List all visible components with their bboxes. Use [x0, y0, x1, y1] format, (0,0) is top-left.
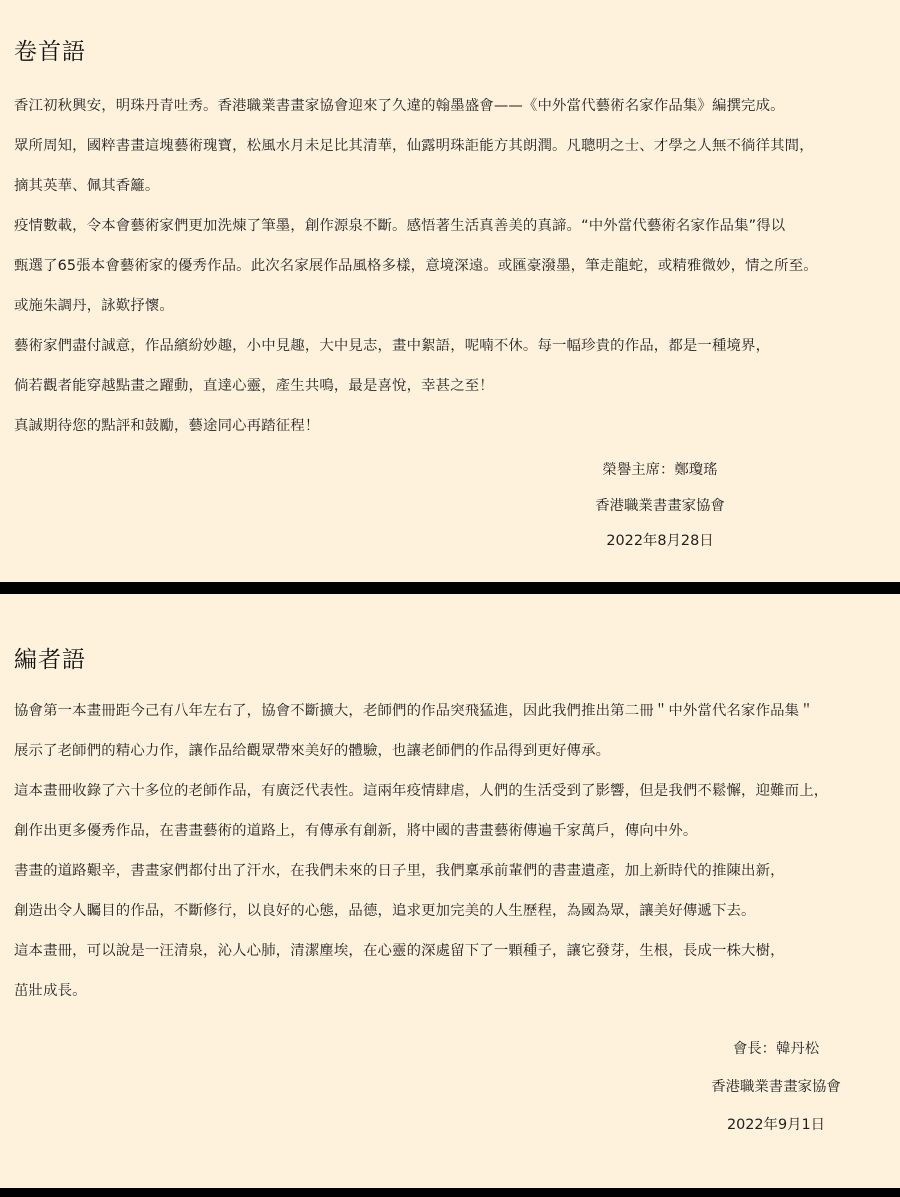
preface-body [14, 86, 894, 446]
editor-note-section [0, 594, 900, 1188]
text-line: 創造出令人矚目的作品，不斷修行，以良好的心態，品德，追求更加完美的人生歷程，為國為眾，讓美好傳遞下去。 [14, 903, 756, 919]
section-divider [0, 582, 900, 594]
preface-title: 卷首語 [14, 39, 86, 65]
preface-section [0, 0, 900, 582]
bottom-divider [0, 1188, 900, 1197]
preface-paragraph-1 [14, 86, 894, 126]
editor-note-paragraph-4 [14, 931, 894, 1011]
text-line: 摘其英華、佩其香籬。 [14, 178, 160, 194]
text-line: 藝術家們盡付誠意，作品繽紛妙趣，小中見趣，大中見志，畫中絮語，呢喃不休。每一幅珍貴的作品，都是一種境界， [14, 338, 771, 354]
text-line: 或施朱調丹，詠歎抒懷。 [14, 298, 174, 314]
preface-paragraph-4 [14, 326, 894, 406]
text-line: 疫情數載，令本會藝術家們更加洗煉了筆墨，創作源泉不斷。感悟著生活真善美的真諦。“中外當代藝術名家作品集”得以 [14, 218, 786, 234]
text-line: 展示了老師們的精心力作，讓作品给觀眾帶來美好的體驗，也讓老師們的作品得到更好傳承。 [14, 743, 611, 759]
editor-note-paragraph-1 [14, 691, 894, 771]
editor-note-paragraph-3 [14, 851, 894, 931]
text-line: 這本畫冊收錄了六十多位的老師作品，有廣泛代表性。這兩年疫情肆虐，人們的生活受到了影響，但是我們不鬆懈，迎難而上， [14, 783, 829, 799]
text-line: 茁壯成長。 [14, 983, 87, 999]
preface-paragraph-2 [14, 126, 894, 206]
editor-note-title: 編者語 [14, 647, 86, 673]
text-line: 真誠期待您的點評和鼓勵，藝途同心再踏征程！ [14, 418, 320, 434]
text-line: 甄選了65張本會藝術家的優秀作品。此次名家展作品風格多樣，意境深遠。或匯豪潑墨，筆走龍蛇，或精雅微妙，情之所至。 [14, 258, 818, 274]
signature-organization: 香港職業書畫家協會 [711, 1079, 841, 1095]
editor-note-paragraph-2 [14, 771, 894, 851]
signature-role: 榮譽主席：鄭瓊瑤 [602, 462, 718, 478]
preface-paragraph-5 [14, 406, 894, 446]
signature-organization: 香港職業書畫家協會 [595, 498, 725, 514]
text-line: 創作出更多優秀作品，在書畫藝術的道路上，有傳承有創新，將中國的書畫藝術傳遍千家萬戶，傳向中外。 [14, 823, 698, 839]
signature-role: 會長：韓丹松 [732, 1041, 820, 1057]
text-line: 這本畫冊，可以說是一汪清泉，沁人心肺，清潔塵埃，在心靈的深處留下了一顆種子，讓它發芽，生根，長成一株大樹， [14, 943, 785, 959]
text-line: 眾所周知，國粹書畫這塊藝術瑰寶，松風水月未足比其清華，仙露明珠詎能方其朗潤。凡聰明之士、才學之人無不徜徉其間， [14, 138, 814, 154]
text-line: 香江初秋興安，明珠丹青吐秀。香港職業書畫家協會迎來了久違的翰墨盛會——《中外當代藝術名家作品集》編撰完成。 [14, 98, 785, 114]
signature-date: 2022年8月28日 [606, 533, 714, 549]
preface-paragraph-3 [14, 206, 894, 326]
editor-note-body [14, 691, 894, 1011]
text-line: 協會第一本畫冊距今己有八年左右了，協會不斷擴大，老師們的作品突飛猛進，因此我們推出第二冊＂中外當代名家作品集＂ [14, 703, 814, 719]
text-line: 倘若觀者能穿越點畫之躍動，直達心靈，產生共鳴，最是喜悅，幸甚之至！ [14, 378, 494, 394]
signature-date: 2022年9月1日 [726, 1117, 826, 1133]
text-line: 書畫的道路艱辛，書畫家們都付出了汗水，在我們未來的日子里，我們稟承前輩們的書畫遺產，加上新時代的推陳出新， [14, 863, 785, 879]
